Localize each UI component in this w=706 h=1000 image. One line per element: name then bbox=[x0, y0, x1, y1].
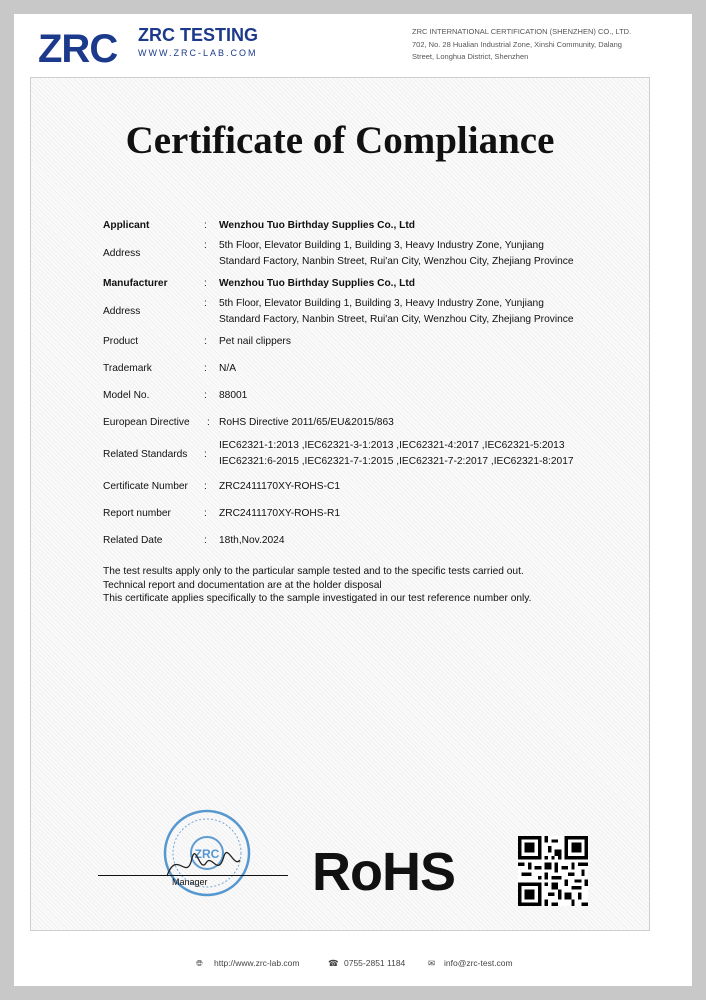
field-value: RoHS Directive 2011/65/EU&2015/863 bbox=[219, 417, 394, 428]
field-value: 18th,Nov.2024 bbox=[219, 535, 285, 546]
field-colon: : bbox=[204, 240, 207, 251]
field-label: Report number bbox=[103, 508, 171, 519]
company-address-line: Street, Longhua District, Shenzhen bbox=[412, 52, 529, 61]
field-value: Pet nail clippers bbox=[219, 336, 291, 347]
field-value: 88001 bbox=[219, 390, 248, 401]
standards-line: IEC62321:6-2015 ,IEC62321-7-1:2015 ,IEC62321-7-2:2017 ,IEC62321-8:2017 bbox=[219, 456, 574, 467]
field-label: European Directive bbox=[103, 417, 190, 428]
company-address-line: 702, No. 28 Hualian Industrial Zone, Xinshi Community, Dalang bbox=[412, 39, 622, 49]
field-colon: : bbox=[204, 535, 207, 546]
field-colon: : bbox=[204, 298, 207, 309]
field-colon: : bbox=[204, 363, 207, 374]
field-colon: : bbox=[204, 481, 207, 492]
rohs-mark: RoHS bbox=[312, 842, 455, 902]
field-colon: : bbox=[204, 508, 207, 519]
signature-line bbox=[98, 875, 288, 876]
field-label: Related Date bbox=[103, 535, 163, 546]
field-label: Manufacturer bbox=[103, 278, 168, 289]
logo-mark bbox=[38, 22, 134, 68]
field-label: Related Standards bbox=[103, 449, 188, 460]
field-label: Trademark bbox=[103, 363, 152, 374]
phone-icon: ☎ bbox=[328, 958, 339, 968]
logo-name: ZRC TESTING bbox=[138, 25, 258, 45]
svg-text:ZRC: ZRC bbox=[194, 847, 220, 861]
field-value bbox=[219, 238, 639, 270]
field-colon: : bbox=[204, 336, 207, 347]
field-value bbox=[219, 438, 639, 470]
field-colon: : bbox=[204, 390, 207, 401]
signature-title: Manager bbox=[172, 877, 208, 887]
field-label: Applicant bbox=[103, 220, 150, 231]
note-line: The test results apply only to the particular sample tested and to the specific tests carried out. bbox=[103, 566, 524, 577]
footer-phone: 0755-2851 1184 bbox=[344, 958, 406, 968]
note-line: Technical report and documentation are at the holder disposal bbox=[103, 579, 382, 591]
footer-website[interactable]: http://www.zrc-lab.com bbox=[214, 958, 300, 968]
standards-line: IEC62321-1:2013 ,IEC62321-3-1:2013 ,IEC62321-4:2017 ,IEC62321-5:2013 bbox=[219, 440, 565, 451]
field-value bbox=[219, 296, 639, 328]
field-colon: : bbox=[207, 417, 210, 428]
zrc-logo bbox=[38, 22, 278, 72]
address-line: Standard Factory, Nanbin Street, Rui'an City, Wenzhou City, Zhejiang Province bbox=[219, 256, 574, 267]
address-line: 5th Floor, Elevator Building 1, Building 3, Heavy Industry Zone, Yunjiang bbox=[219, 240, 544, 251]
field-label: Address bbox=[103, 306, 141, 317]
field-colon: : bbox=[204, 220, 207, 231]
certificate-notes bbox=[103, 565, 531, 606]
field-value: N/A bbox=[219, 363, 236, 374]
field-label: Product bbox=[103, 336, 139, 347]
company-name: ZRC INTERNATIONAL CERTIFICATION (SHENZHEN) CO., LTD. bbox=[412, 27, 632, 36]
qr-code bbox=[518, 836, 588, 906]
company-info bbox=[412, 26, 662, 64]
field-colon: : bbox=[204, 449, 207, 460]
field-label: Certificate Number bbox=[103, 481, 188, 492]
field-label: Model No. bbox=[103, 390, 150, 401]
certificate-frame bbox=[30, 77, 650, 931]
footer-email[interactable]: info@zrc-test.com bbox=[444, 958, 513, 968]
svg-text:ZRC: ZRC bbox=[38, 27, 118, 69]
field-value: Wenzhou Tuo Birthday Supplies Co., Ltd bbox=[219, 278, 416, 289]
address-line: 5th Floor, Elevator Building 1, Building 3, Heavy Industry Zone, Yunjiang bbox=[219, 298, 544, 309]
globe-icon: 🌐︎ bbox=[196, 958, 203, 968]
note-line: This certificate applies specifically to the sample investigated in our test reference number only. bbox=[103, 593, 532, 604]
certificate-title: Certificate of Compliance bbox=[125, 119, 555, 162]
field-value: ZRC2411170XY-ROHS-R1 bbox=[219, 508, 340, 519]
address-line: Standard Factory, Nanbin Street, Rui'an City, Wenzhou City, Zhejiang Province bbox=[219, 314, 574, 325]
field-label: Address bbox=[103, 248, 141, 259]
field-colon: : bbox=[204, 278, 207, 289]
logo-website: WWW.ZRC-LAB.COM bbox=[138, 48, 258, 58]
field-value: ZRC2411170XY-ROHS-C1 bbox=[219, 481, 340, 492]
email-icon: ✉ bbox=[428, 958, 436, 968]
field-value: Wenzhou Tuo Birthday Supplies Co., Ltd bbox=[219, 220, 416, 231]
